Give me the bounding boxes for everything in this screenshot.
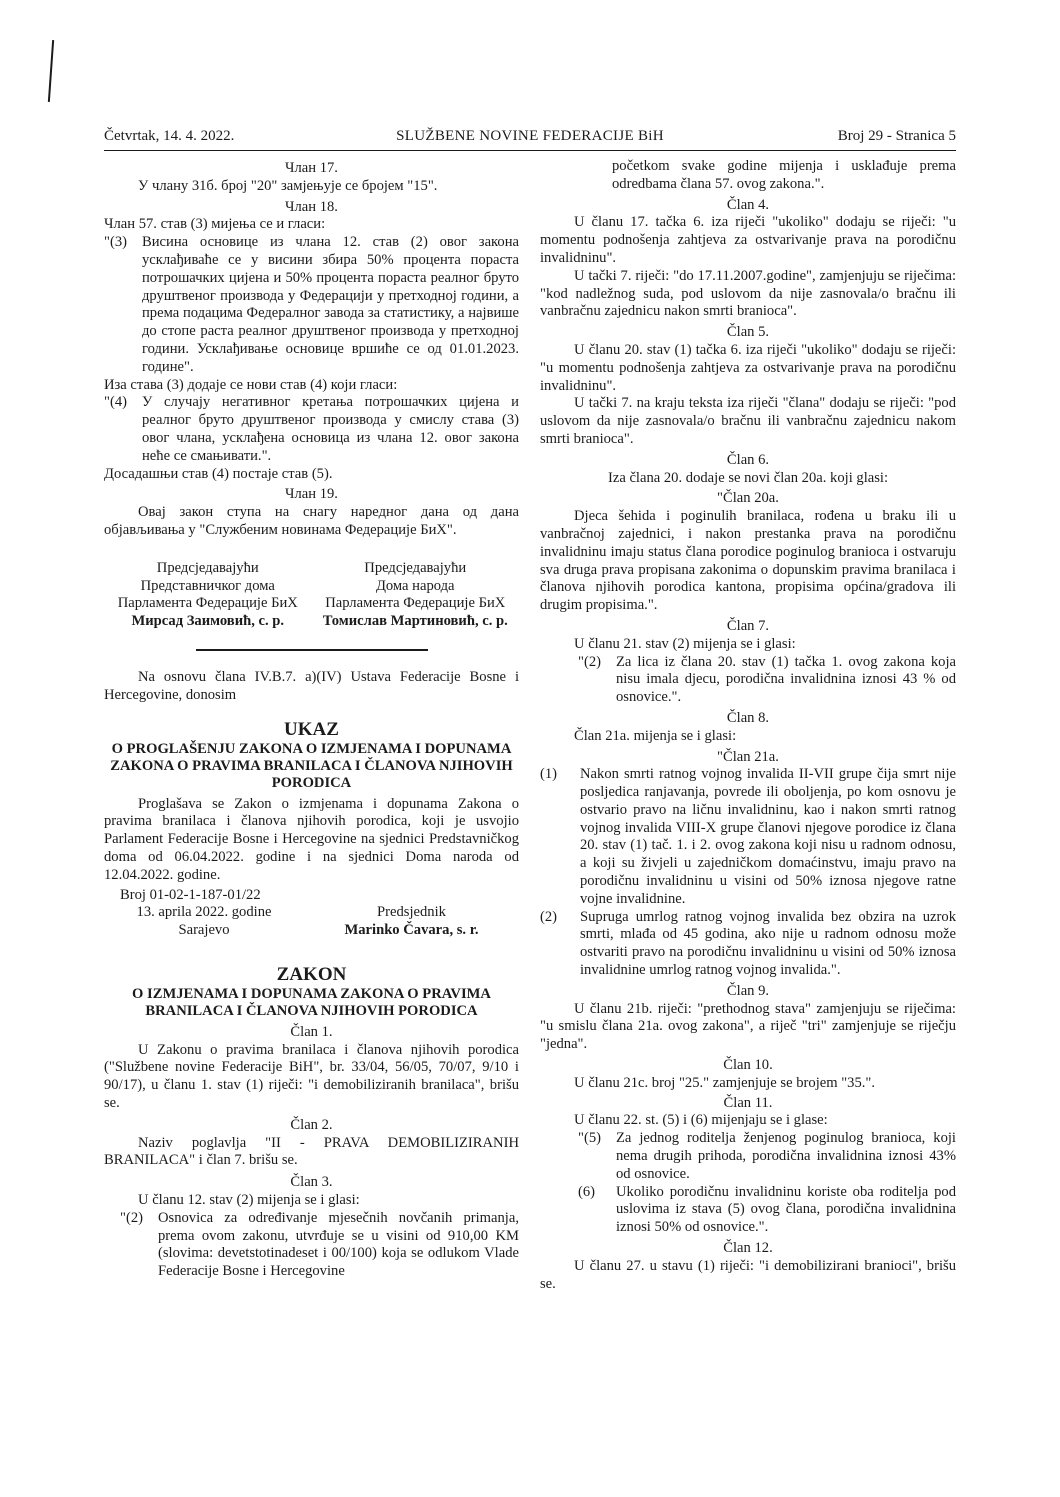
article-text: Iza člana 20. dodaje se novi član 20a. koji glasi:	[607, 469, 889, 486]
paragraph-number: (2)	[540, 908, 558, 925]
zakon-subtitle: O IZMJENAMA I DOPUNAMA ZAKONA O PRAVIMA BRANILACA I ČLANOVA NJIHOVIH PORODICA	[132, 985, 491, 1019]
paragraph-item	[540, 654, 956, 707]
article-title: Član 5.	[726, 324, 770, 341]
ukaz-text: Proglašava se Zakon o izmjenama i dopunama Zakona o pravima branilaca i članova njihovih porodica, koji je usvojio Parlament Federacije Bosne i Hercegovine na sjednici Predstavničkog doma od 06.04.2022. godine i na sjednici Doma naroda od 12.04.2022. godine.	[104, 795, 519, 883]
article-title: Član 7.	[726, 617, 770, 634]
signature-body: Представничког дома	[140, 577, 275, 594]
paragraph-item	[540, 909, 956, 980]
page-header	[104, 128, 956, 148]
article-text: U članu 20. stav (1) tačka 6. iza riječi "ukoliko" dodaju se riječi: "u momentu podnošenja zahtjeva za ostvarivanje prava na porodičnu invalidninu".	[540, 341, 956, 394]
paragraph-item	[104, 1210, 519, 1281]
article-subtitle: "Član 21a.	[717, 748, 779, 765]
signatures	[104, 560, 519, 631]
left-column	[104, 158, 519, 1281]
paragraph-number: "(2)	[120, 1209, 143, 1226]
article-text: Члан 57. став (3) мијења се и гласи:	[104, 216, 326, 233]
article-title: Član 10.	[723, 1057, 773, 1074]
article-text: U članu 21b. riječi: "prethodnog stava" zamjenjuju se riječima: "u smislu člana 21a. ovog zakona", a riječ "tri" zamjenjuje se riječju "jedna".	[540, 1000, 956, 1053]
article-text: U članu 17. tačka 6. iza riječi "ukoliko" dodaju se riječi: "u momentu podnošenja zahtjeva za ostvarivanje prava na porodičnu invalidninu".	[540, 214, 956, 266]
legal-basis: Na osnovu člana IV.B.7. a)(IV) Ustava Federacije Bosne i Hercegovine, donosim	[104, 668, 519, 703]
article-title: Члан 18.	[285, 198, 338, 215]
paragraph-text: Supruga umrlog ratnog vojnog invalida bez obzira na uzrok smrti, mlađa od 45 godina, ako nije u radnom odnosu može ostvariti pravo na porodičnu invalidninu u visini od 50% iznosa invalidnine umrlog ratnog vojnog invalida.".	[580, 908, 956, 979]
article-text: Naziv poglavlja "II - PRAVA DEMOBILIZIRANIH BRANILACA" i član 7. brišu se.	[104, 1134, 519, 1169]
paragraph-item	[540, 766, 956, 908]
article-text: U članu 21. stav (2) mijenja se i glasi:	[574, 635, 796, 652]
ukaz-president-name: Marinko Čavara, s. r.	[344, 922, 479, 939]
issue-page: Broj 29 - Stranica 5	[837, 128, 956, 144]
paragraph-text: Za jednog roditelja ženjenog poginulog branioca, koji nema drugih prihoda, porodična invalidnina iznosi 43% od osnovice.	[616, 1130, 956, 1182]
paragraph-number: "(3)	[104, 234, 127, 251]
article-title: Član 9.	[726, 982, 770, 999]
signature-parliament: Парламента Федерације БиХ	[117, 595, 298, 612]
article-title: Član 1.	[290, 1023, 333, 1040]
signature-block	[312, 560, 520, 631]
paragraph-text: Za lica iz člana 20. stav (1) tačka 1. ovog zakona koja nisu imala djecu, porodična invalidnina iznosi 43 % od osnovice.".	[616, 653, 956, 706]
article-text: U članu 27. u stavu (1) riječi: "i demobilizirani branioci", brišu se.	[540, 1257, 956, 1292]
article-title: Član 3.	[290, 1174, 333, 1191]
handwritten-stroke	[48, 40, 54, 102]
article-text: U članu 12. stav (2) mijenja se i glasi:	[138, 1192, 360, 1209]
article-title: Član 8.	[726, 709, 770, 726]
paragraph-number: (6)	[578, 1183, 596, 1200]
right-column	[540, 158, 956, 1293]
article-text: U tački 7. riječi: "do 17.11.2007.godine", zamjenjuju se riječima: "kod nadležnog suda, pod uslovom da nije zasnovala/o bračnu ili vanbračnu zajednicu nakon smrti branioca".	[540, 267, 956, 320]
paragraph-text: Osnovica za određivanje mjesečnih novčanih primanja, prema ovom zakonu, utvrđuje se u visini od 910,00 KM (slovima: devetstotinadeset i 00/100) koja se odlukom Vlade Federacije Bosne i Hercegovine	[158, 1209, 519, 1280]
issue-date: Četvrtak, 14. 4. 2022.	[104, 128, 235, 144]
article-text: Досадашњи став (4) постаје став (5).	[104, 465, 333, 482]
article-title: Član 2.	[290, 1116, 333, 1133]
signature-role: Предсједавајући	[364, 559, 467, 576]
article-text: У члану 31б. број "20" замјењује се бројем "15".	[138, 177, 438, 194]
paragraph-number: "(2)	[578, 653, 601, 670]
ukaz-place: Sarajevo	[178, 922, 230, 939]
article-title: Član 12.	[723, 1240, 773, 1257]
article-text: U članu 22. st. (5) i (6) mijenjaju se i glase:	[574, 1112, 828, 1129]
article-text: Član 21a. mijenja se i glasi:	[574, 727, 737, 744]
signature-name: Томислав Мартиновић, с. р.	[322, 613, 508, 630]
article-text: Djeca šehida i poginulih branilaca, rođena u braku ili u vanbračnoj zajednici, i nakon prestanka prava na porodičnu invalidninu imaju status člana porodice poginulog branioca i ostvaruju sva druga prava propisana zakonima o dopunskim pravima branilaca i članova njihovih porodica kantona, propisima općina/gradova ili drugim propisima.".	[540, 508, 956, 614]
article-text: Овај закон ступа на снагу наредног дана од дана објављивања у "Службеним новинама Федерације БиХ".	[104, 504, 519, 538]
paragraph-number: "(5)	[578, 1130, 601, 1147]
article-text: Иза става (3) додаје се нови став (4) који гласи:	[104, 376, 398, 393]
article-title: Члан 19.	[285, 486, 338, 503]
article-text: početkom svake godine mijenja i usklađuje prema odredbama člana 57. ovog zakona.".	[612, 158, 956, 192]
signature-role: Предсједавајући	[156, 559, 259, 576]
signature-parliament: Парламента Федерације БиХ	[325, 595, 506, 612]
paragraph-item	[540, 1184, 956, 1237]
ukaz-subtitle: O PROGLAŠENJU ZAKONA O IZMJENAMA I DOPUNAMA ZAKONA O PRAVIMA BRANILACA I ČLANOVA NJIHOVIH PORODICA	[110, 740, 513, 791]
paragraph-text: Nakon smrti ratnog vojnog invalida II-VII grupe čija smrt nije posljedica ranjavanja, povrede ili oboljenja, po kom osnovu je ostvario pravo na ličnu invalidninu, kao i nakon smrti ratnog vojnog invalida VIII-X grupe članovi njegove porodice iz člana 20. stav (1) tač. 1. i 2. ovog zakona koji nisu u radnom odnosu, a koji su živjeli u zajedničkom domaćinstvu, imaju pravo na porodičnu invalidninu u visini od 50% iznosa njegove ratne vojne invalidnine.	[580, 766, 956, 907]
paragraph-item	[104, 394, 519, 465]
article-title: Члан 17.	[285, 160, 338, 176]
publication-title: SLUŽBENE NOVINE FEDERACIJE BiH	[396, 128, 664, 144]
section-divider	[196, 649, 428, 651]
paragraph-text: У случају негативног кретања потрошачких цијена и реалног бруто друштвеног производа у смислу става (3) овог члана, усклађена основица из члана 12. овог закона неће се смањивати.".	[142, 394, 519, 464]
signature-block	[104, 560, 312, 631]
signature-name: Мирсад Заимовић, с. р.	[131, 613, 285, 630]
paragraph-item	[540, 1130, 956, 1183]
article-title: Član 4.	[726, 196, 770, 213]
paragraph-item	[104, 234, 519, 376]
paragraph-number: "(4)	[104, 394, 127, 411]
zakon-title: ZAKON	[276, 963, 347, 985]
ukaz-meta	[104, 904, 519, 940]
article-text: U tački 7. na kraju teksta iza riječi "člana" dodaju se riječi: "pod uslovom da nije zasnovala/o bračnu ili vanbračnu zajednicu nakom smrti branioca".	[540, 395, 956, 447]
article-title: Član 6.	[726, 451, 770, 468]
header-rule	[104, 150, 956, 151]
paragraph-number: (1)	[540, 766, 558, 783]
ukaz-president-role: Predsjednik	[377, 904, 446, 921]
article-subtitle: "Član 20a.	[717, 490, 779, 507]
paragraph-text: Висина основице из члана 12. став (2) овог закона усклађиваће се у висини збира 50% процента пораста потрошачких цијена и 50% процента пораста реалног бруто друштвеног производа у Федерацији у претходној години, а према подацима Федералног завода за статистику, а највише до стопе раста реалног друштвеног производа у претходној години. Усклађивање основице вршиће се од 01.01.2023. године".	[142, 234, 519, 375]
ukaz-title: UKAZ	[284, 718, 339, 740]
ukaz-number: Broj 01-02-1-187-01/22	[120, 886, 261, 903]
paragraph-text: Ukoliko porodičnu invalidninu koriste oba roditelja pod uslovima iz stava (5) ovog člana, porodična invalidnina iznosi 50% od osnovice.".	[616, 1183, 956, 1236]
signature-body: Дома народа	[375, 577, 455, 594]
article-text: U Zakonu o pravima branilaca i članova njihovih porodica ("Službene novine Federacije BiH", br. 33/04, 56/05, 70/07, 9/10 i 90/17), u članu 1. stav (1) riječi: "i demobiliziranih branilaca", brišu se.	[104, 1041, 519, 1112]
article-text: U članu 21c. broj "25." zamjenjuje se brojem "35.".	[574, 1074, 876, 1091]
ukaz-date: 13. aprila 2022. godine	[136, 904, 272, 921]
article-title: Član 11.	[723, 1094, 773, 1111]
